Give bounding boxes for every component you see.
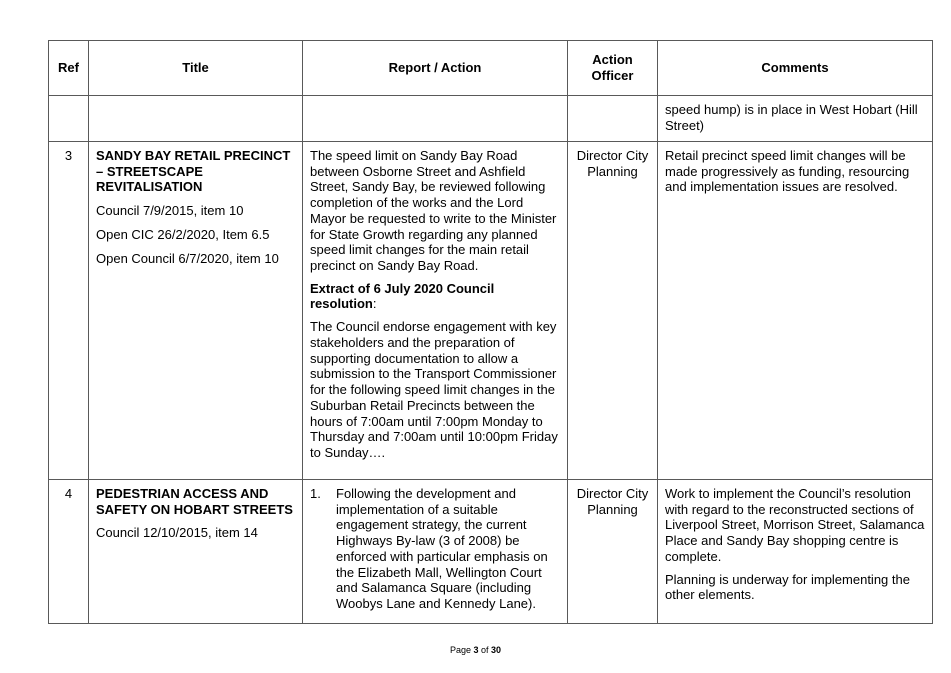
page-footer-total: 30 [491, 645, 502, 655]
row4-comments-para1: Work to implement the Council’s resolution with regard to the reconstructed sections of Liverpool Street, Morrison Street, Salamanca Place and Sandy Bay shopping centre is complete. [665, 486, 925, 564]
row4-comments-cell [658, 480, 933, 624]
table-row-carryover [49, 96, 933, 142]
page-footer-of: of [478, 645, 492, 655]
row3-report-cell [303, 142, 568, 480]
row4-title-cell [89, 480, 303, 624]
page-footer-number: 3 [473, 645, 479, 655]
row3-report-heading-line [310, 281, 560, 312]
row3-report-para1: The speed limit on Sandy Bay Road between Osborne Street and Ashfield Street, Sandy Bay, be reviewed following completion of the works and the Lord Mayor be requested to write to the Minister for State Growth regarding any planned speed limit changes for the main retail precinct on Sandy Bay Road. [310, 148, 557, 274]
row3-title-cell [89, 142, 303, 480]
row4-comments-para2: Planning is underway for implementing the other elements. [665, 571, 910, 603]
row4-title-ref-1: Council 12/10/2015, item 14 [96, 525, 258, 541]
row3-ref: 3 [49, 142, 89, 480]
row3-comments-cell [658, 142, 933, 480]
carryover-ref-cell [49, 96, 89, 142]
council-actions-table [48, 40, 933, 624]
row3-title-ref-1: Council 7/9/2015, item 10 [96, 203, 244, 219]
row4-report-cell [303, 480, 568, 624]
page-footer-word: Page [449, 645, 474, 655]
carryover-comments-cell [658, 96, 933, 142]
col-header-action-officer: Action Officer [568, 41, 658, 96]
row3-title-ref-2: Open CIC 26/2/2020, Item 6.5 [96, 226, 270, 242]
table-header-row [49, 41, 933, 96]
row4-report-list-item-1 [310, 486, 560, 612]
table-row-3 [49, 142, 933, 480]
row4-title-heading: PEDESTRIAN ACCESS AND SAFETY ON HOBART STREETS [96, 486, 293, 517]
col-header-comments: Comments [658, 41, 933, 96]
carryover-officer-cell [568, 96, 658, 142]
carryover-title-cell [89, 96, 303, 142]
row3-report-heading: Extract of 6 July 2020 Council resolution [310, 280, 495, 312]
row3-title-heading: SANDY BAY RETAIL PRECINCT – STREETSCAPE REVITALISATION [96, 148, 291, 195]
col-header-report-action: Report / Action [303, 41, 568, 96]
row3-comments-text: Retail precinct speed limit changes will be made progressively as funding, resourcing and implementation issues are resolved. [665, 148, 910, 195]
row4-action-officer: Director City Planning [568, 480, 658, 624]
row3-report-para2: The Council endorse engagement with key stakeholders and the preparation of supporting documentation to allow a submission to the Transport Commissioner for the following speed limit changes in the Suburban Retail Precincts between the hours of 7:00am until 7:00pm Monday to Thursday and 7:00am until 10:00pm Friday to Sunday…. [310, 319, 558, 460]
carryover-comments-text: speed hump) is in place in West Hobart (Hill Street) [665, 102, 918, 133]
row3-report-heading-colon: : [372, 296, 377, 312]
row4-report-list-item-1-number: 1. [310, 486, 321, 501]
col-header-ref: Ref [49, 41, 89, 96]
carryover-report-cell [303, 96, 568, 142]
col-header-title: Title [89, 41, 303, 96]
row4-ref: 4 [49, 480, 89, 624]
page-footer [0, 645, 951, 656]
table-row-4 [49, 480, 933, 624]
row4-report-list-item-1-text: Following the development and implementation of a suitable engagement strategy, the current Highways By-law (3 of 2008) be enforced with particular emphasis on the Elizabeth Mall, Wellington Court and Salamanca Square (including Woobys Lane and Kennedy Lane). [336, 486, 548, 612]
row3-action-officer: Director City Planning [568, 142, 658, 480]
row3-title-ref-3: Open Council 6/7/2020, item 10 [96, 250, 279, 266]
